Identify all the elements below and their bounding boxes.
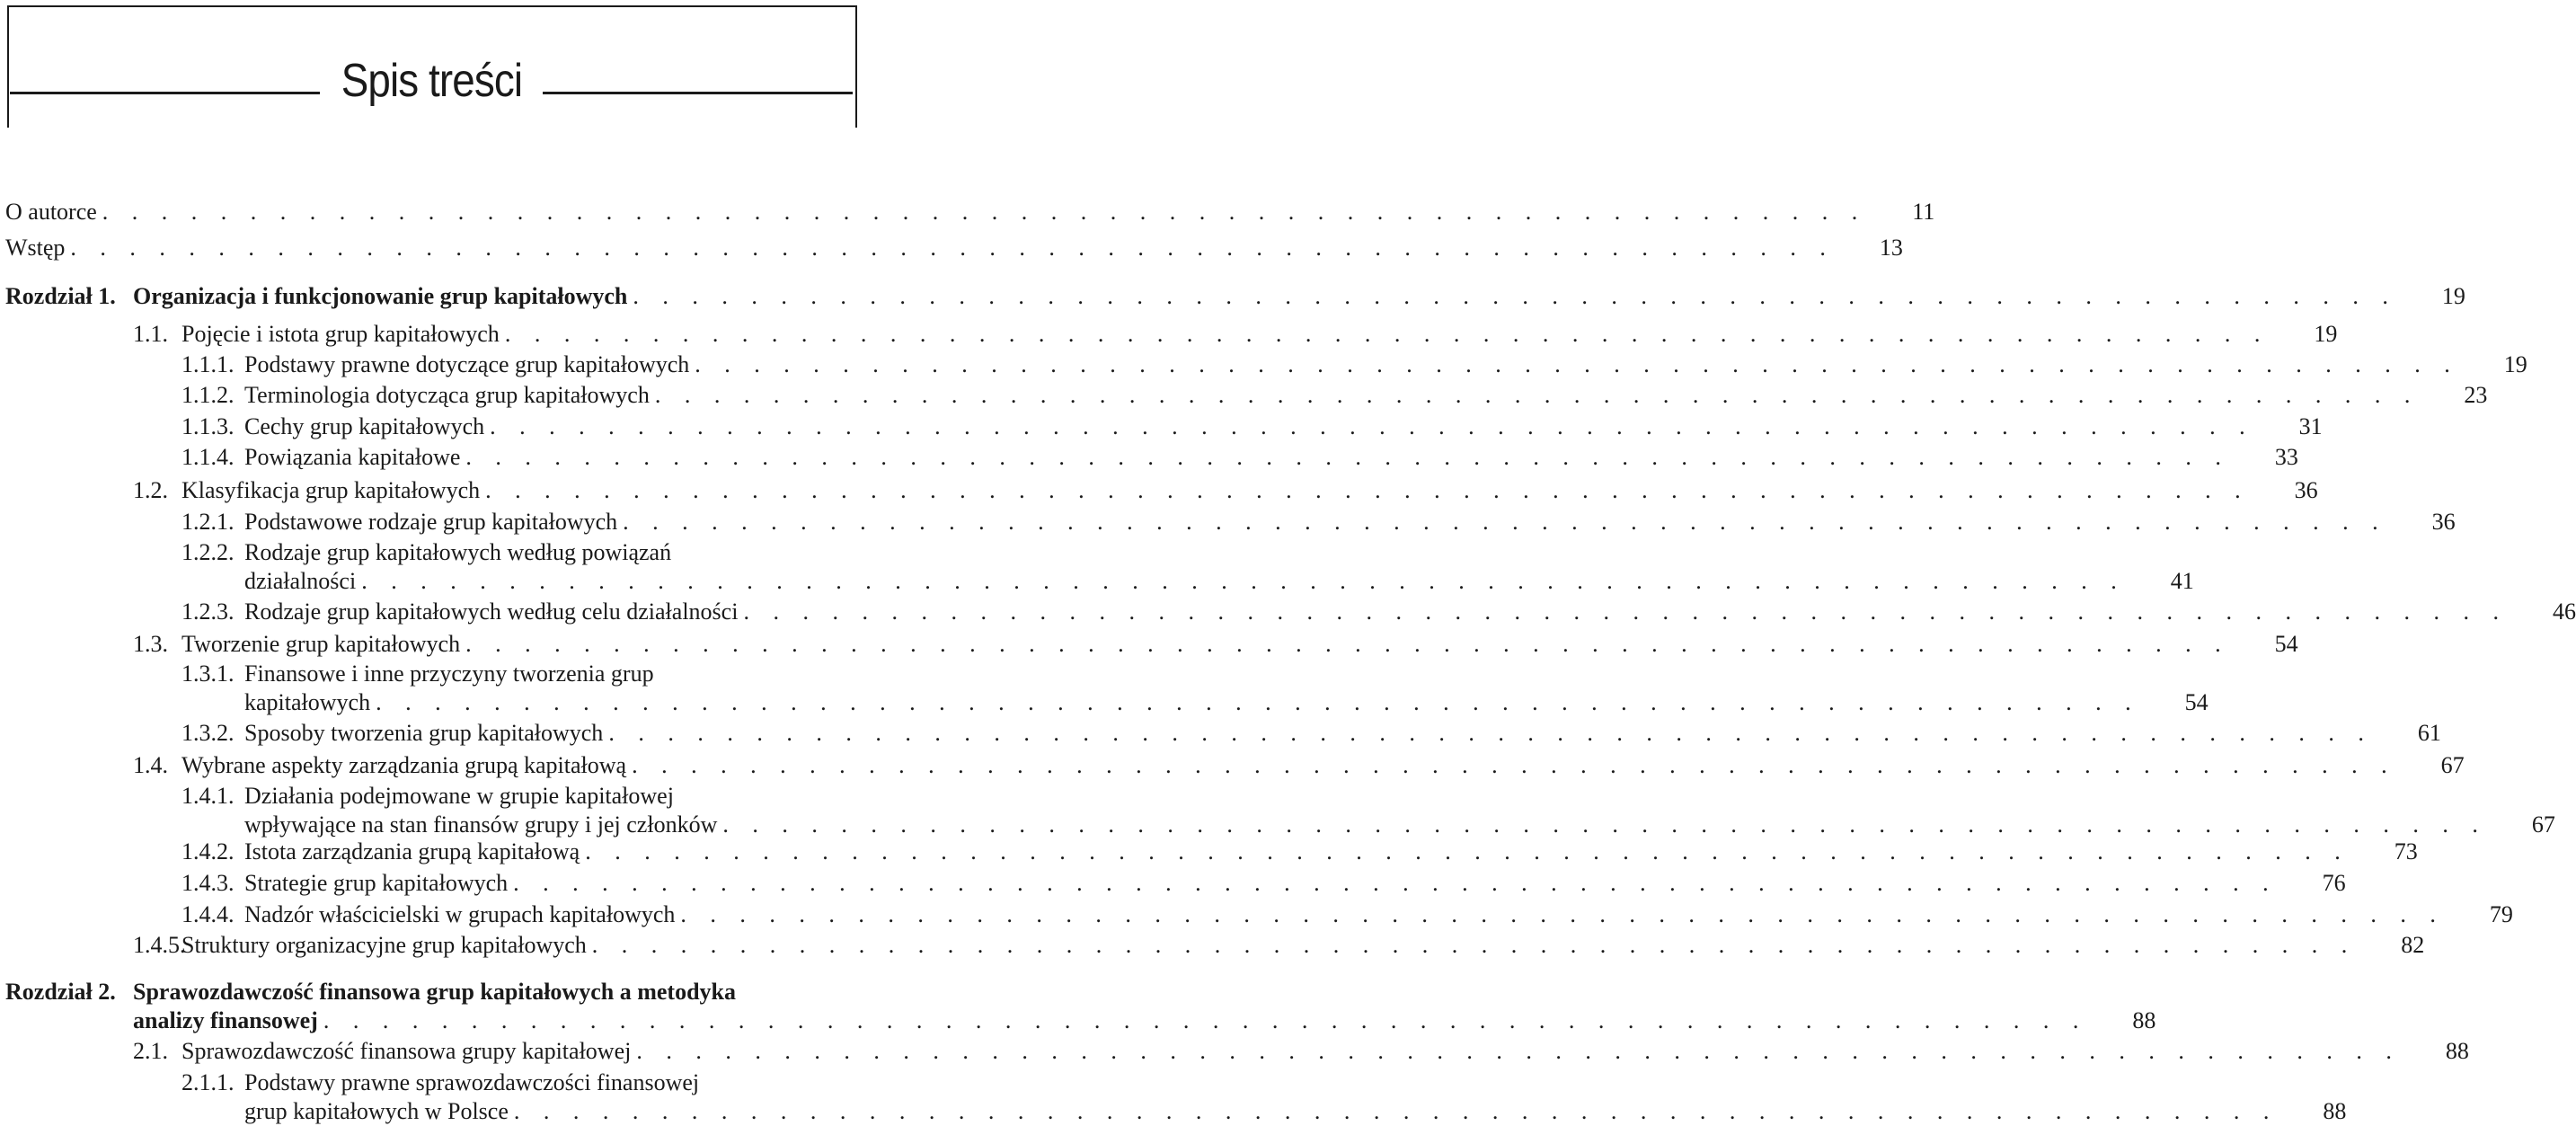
dot-leader: . . . . . . . . . . . . . . . . . . . . . . . . . . . . . . . . . . . . . . . . . . . . . . . . . . . . . . . . . . . . bbox=[102, 199, 1867, 225]
dot-leader: . . . . . . . . . . . . . . . . . . . . . . . . . . . . . . . . . . . . . . . . . . . . . . . . . . . . . . . . . . . . bbox=[695, 351, 2459, 377]
toc-entry-page-number: 88 bbox=[2132, 1007, 2156, 1033]
toc-entry-number: 1.2. bbox=[133, 477, 168, 503]
toc-entry-title: Działania podejmowane w grupie kapitałowej bbox=[244, 783, 674, 809]
toc-entry-page-number: 11 bbox=[1912, 199, 1935, 225]
toc-entry[interactable] bbox=[181, 509, 2456, 536]
dot-leader: . . . . . . . . . . . . . . . . . . . . . . . . . . . . . . . . . . . . . . . . . . . . . . . . . . . . . . . . . . . . bbox=[465, 444, 2230, 470]
dot-leader: . . . . . . . . . . . . . . . . . . . . . . . . . . . . . . . . . . . . . . . . . . . . . . . . . . . . . . . . . . . . bbox=[513, 870, 2278, 896]
toc-entry-number: 1.3. bbox=[133, 631, 168, 657]
toc-entry[interactable] bbox=[133, 1038, 2469, 1065]
toc-entry-page-number: 36 bbox=[2431, 509, 2456, 535]
toc-entry-title: Finansowe i inne przyczyny tworzenia grup bbox=[244, 661, 654, 687]
toc-entry-number: 2.1. bbox=[133, 1038, 168, 1064]
toc-entry-title: Wybrane aspekty zarządzania grupą kapitałową bbox=[181, 752, 627, 778]
dot-leader: . . . . . . . . . . . . . . . . . . . . . . . . . . . . . . . . . . . . . . . . . . . . . . . . . . . . . . . . . . . . bbox=[680, 901, 2445, 927]
toc-entry[interactable] bbox=[181, 870, 2346, 897]
page-title: Spis treści bbox=[341, 55, 522, 107]
toc-entry-page-number: 13 bbox=[1879, 235, 1903, 261]
toc-entry-title-continued: działalności bbox=[244, 568, 357, 594]
toc-entry-title: Sprawozdawczość finansowa grup kapitałowych a metodyka bbox=[133, 979, 736, 1005]
dot-leader: . . . . . . . . . . . . . . . . . . . . . . . . . . . . . . . . . . . . . . . . . . . . . . . . . . . . . . . . . . . . bbox=[490, 413, 2254, 439]
toc-entry[interactable] bbox=[133, 477, 2318, 504]
dot-leader: . . . . . . . . . . . . . . . . . . . . . . . . . . . . . . . . . . . . . . . . . . . . . . . . . . . . . . . . . . . . bbox=[361, 568, 2126, 594]
toc-entry[interactable] bbox=[181, 351, 2527, 378]
toc-entry[interactable] bbox=[181, 1069, 2347, 1125]
toc-entry[interactable] bbox=[181, 901, 2513, 928]
toc-entry[interactable] bbox=[181, 444, 2298, 471]
toc-entry-title: Sposoby tworzenia grup kapitałowych bbox=[244, 720, 604, 746]
toc-entry[interactable] bbox=[181, 661, 2209, 716]
dot-leader: . . . . . . . . . . . . . . . . . . . . . . . . . . . . . . . . . . . . . . . . . . . . . . . . . . . . . . . . . . . . bbox=[591, 932, 2357, 958]
toc-entry-page-number: 88 bbox=[2323, 1098, 2347, 1124]
toc-entry-page-number: 33 bbox=[2274, 444, 2298, 470]
toc-entry-page-number: 67 bbox=[2531, 811, 2555, 838]
toc-entry[interactable] bbox=[133, 321, 2338, 348]
toc-entry-title: Cechy grup kapitałowych bbox=[244, 413, 485, 439]
toc-entry[interactable] bbox=[181, 413, 2323, 440]
dot-leader: . . . . . . . . . . . . . . . . . . . . . . . . . . . . . . . . . . . . . . . . . . . . . . . . . . . . . . . . . . . . bbox=[654, 382, 2420, 408]
toc-entry-page-number: 36 bbox=[2294, 477, 2318, 503]
toc-entry-title: Klasyfikacja grup kapitałowych bbox=[181, 477, 481, 503]
dot-leader: . . . . . . . . . . . . . . . . . . . . . . . . . . . . . . . . . . . . . . . . . . . . . . . . . . . . . . . . . . . . bbox=[513, 1098, 2279, 1124]
toc-entry-number: 1.1.3. bbox=[181, 413, 235, 439]
toc-entry[interactable] bbox=[181, 598, 2576, 625]
toc-entry-number: 1.4.1. bbox=[181, 783, 235, 809]
toc-entry-title: Tworzenie grup kapitałowych bbox=[181, 631, 461, 657]
toc-entry[interactable] bbox=[181, 720, 2441, 747]
dot-leader: . . . . . . . . . . . . . . . . . . . . . . . . . . . . . . . . . . . . . . . . . . . . . . . . . . . . . . . . . . . . bbox=[608, 720, 2373, 746]
dot-leader: . . . . . . . . . . . . . . . . . . . . . . . . . . . . . . . . . . . . . . . . . . . . . . . . . . . . . . . . . . . . bbox=[623, 509, 2387, 535]
toc-entry-number: 1.4.3. bbox=[181, 870, 235, 896]
toc-entry[interactable] bbox=[181, 783, 2555, 838]
toc-entry-title: O autorce bbox=[5, 199, 97, 225]
toc-entry-page-number: 31 bbox=[2298, 413, 2323, 439]
toc-entry-page-number: 23 bbox=[2464, 382, 2488, 408]
dot-leader: . . . . . . . . . . . . . . . . . . . . . . . . . . . . . . . . . . . . . . . . . . . . . . . . . . . . . . . . . . . . bbox=[485, 477, 2250, 503]
toc-entry[interactable] bbox=[133, 631, 2298, 658]
toc-entry-title: Podstawowe rodzaje grup kapitałowych bbox=[244, 509, 618, 535]
toc-entry-title: Struktury organizacyjne grup kapitałowych bbox=[181, 932, 587, 958]
toc-entry[interactable] bbox=[5, 283, 2465, 310]
toc-entry[interactable] bbox=[181, 382, 2488, 409]
toc-entry[interactable] bbox=[133, 752, 2465, 779]
toc-entry[interactable] bbox=[5, 235, 1903, 262]
toc-entry-title: Strategie grup kapitałowych bbox=[244, 870, 509, 896]
toc-entry-title: Pojęcie i istota grup kapitałowych bbox=[181, 321, 500, 347]
toc-entry-title: Rodzaje grup kapitałowych według celu działalności bbox=[244, 598, 739, 625]
toc-entry-page-number: 19 bbox=[2503, 351, 2527, 377]
toc-entry-page-number: 54 bbox=[2274, 631, 2298, 657]
toc-entry-number: 1.4.4. bbox=[181, 901, 235, 927]
toc-entry-page-number: 19 bbox=[2314, 321, 2338, 347]
dot-leader: . . . . . . . . . . . . . . . . . . . . . . . . . . . . . . . . . . . . . . . . . . . . . . . . . . . . . . . . . . . . bbox=[376, 689, 2140, 715]
dot-leader: . . . . . . . . . . . . . . . . . . . . . . . . . . . . . . . . . . . . . . . . . . . . . . . . . . . . . . . . . . . . bbox=[465, 631, 2230, 657]
toc-entry-number: Rozdział 2. bbox=[5, 979, 116, 1005]
toc-entry-number: 1.4.2. bbox=[181, 838, 235, 864]
dot-leader: . . . . . . . . . . . . . . . . . . . . . . . . . . . . . . . . . . . . . . . . . . . . . . . . . . . . . . . . . . . . bbox=[323, 1007, 2088, 1033]
toc-entry-title-continued: kapitałowych bbox=[244, 689, 371, 715]
toc-entry-page-number: 54 bbox=[2184, 689, 2209, 715]
toc-entry-title: Istota zarządzania grupą kapitałową bbox=[244, 838, 580, 864]
toc-entry-title: Sprawozdawczość finansowa grupy kapitałowej bbox=[181, 1038, 632, 1064]
toc-entry-page-number: 19 bbox=[2441, 283, 2465, 309]
title-row bbox=[0, 52, 863, 110]
toc-entry-title: Rodzaje grup kapitałowych według powiązań bbox=[244, 539, 672, 565]
toc-entry-page-number: 88 bbox=[2445, 1038, 2469, 1064]
dot-leader: . . . . . . . . . . . . . . . . . . . . . . . . . . . . . . . . . . . . . . . . . . . . . . . . . . . . . . . . . . . . bbox=[636, 1038, 2401, 1064]
toc-entry-number: 1.2.3. bbox=[181, 598, 235, 625]
toc-entry-page-number: 61 bbox=[2417, 720, 2441, 746]
toc-entry-title-continued: grup kapitałowych w Polsce bbox=[244, 1098, 509, 1124]
toc-entry-number: 1.1. bbox=[133, 321, 168, 347]
toc-entry-number: 2.1.1. bbox=[181, 1069, 235, 1095]
toc-entry-number: 1.1.1. bbox=[181, 351, 235, 377]
toc-entry-title-continued: wpływające na stan finansów grupy i jej członków bbox=[244, 811, 718, 838]
toc-entry-number: 1.2.2. bbox=[181, 539, 235, 565]
dot-leader: . . . . . . . . . . . . . . . . . . . . . . . . . . . . . . . . . . . . . . . . . . . . . . . . . . . . . . . . . . . . bbox=[504, 321, 2270, 347]
toc-entry-page-number: 73 bbox=[2394, 838, 2418, 864]
toc-entry-title: Terminologia dotycząca grup kapitałowych bbox=[244, 382, 650, 408]
toc-entry[interactable] bbox=[5, 199, 1935, 226]
dot-leader: . . . . . . . . . . . . . . . . . . . . . . . . . . . . . . . . . . . . . . . . . . . . . . . . . . . . . . . . . . . . bbox=[743, 598, 2508, 625]
title-rule-left bbox=[10, 92, 320, 94]
toc-entry-page-number: 76 bbox=[2322, 870, 2346, 896]
toc-entry-number: Rozdział 1. bbox=[5, 283, 116, 309]
toc-entry-title: Nadzór właścicielski w grupach kapitałowych bbox=[244, 901, 676, 927]
toc-entry-number: 1.3.2. bbox=[181, 720, 235, 746]
dot-leader: . . . . . . . . . . . . . . . . . . . . . . . . . . . . . . . . . . . . . . . . . . . . . . . . . . . . . . . . . . . . bbox=[633, 283, 2397, 309]
toc-entry[interactable] bbox=[133, 932, 2425, 959]
toc-entry-title: Organizacja i funkcjonowanie grup kapitałowych bbox=[133, 283, 628, 309]
toc-entry-title: Podstawy prawne dotyczące grup kapitałowych bbox=[244, 351, 690, 377]
dot-leader: . . . . . . . . . . . . . . . . . . . . . . . . . . . . . . . . . . . . . . . . . . . . . . . . . . . . . . . . . . . . bbox=[585, 838, 2350, 864]
toc-entry-title: Wstęp bbox=[5, 235, 66, 261]
toc-entry[interactable] bbox=[181, 838, 2418, 865]
toc-entry[interactable] bbox=[181, 539, 2194, 595]
toc-entry-number: 1.2.1. bbox=[181, 509, 235, 535]
toc-entry-title: Podstawy prawne sprawozdawczości finansowej bbox=[244, 1069, 700, 1095]
dot-leader: . . . . . . . . . . . . . . . . . . . . . . . . . . . . . . . . . . . . . . . . . . . . . . . . . . . . . . . . . . . . bbox=[70, 235, 1835, 261]
toc-entry-number: 1.1.4. bbox=[181, 444, 235, 470]
toc-entry-page-number: 46 bbox=[2552, 598, 2576, 625]
title-rule-right bbox=[543, 92, 853, 94]
toc-entry[interactable] bbox=[5, 979, 2156, 1034]
toc-entry-number: 1.3.1. bbox=[181, 661, 235, 687]
toc-entry-page-number: 79 bbox=[2489, 901, 2513, 927]
toc-entry-title-continued: analizy finansowej bbox=[133, 1007, 318, 1033]
toc-entry-title: Powiązania kapitałowe bbox=[244, 444, 461, 470]
toc-entry-page-number: 67 bbox=[2440, 752, 2465, 778]
toc-entry-number: 1.4. bbox=[133, 752, 168, 778]
dot-leader: . . . . . . . . . . . . . . . . . . . . . . . . . . . . . . . . . . . . . . . . . . . . . . . . . . . . . . . . . . . . bbox=[722, 811, 2487, 838]
toc-entry-number: 1.1.2. bbox=[181, 382, 235, 408]
toc-entry-page-number: 41 bbox=[2170, 568, 2194, 594]
toc-entry-number: 1.4.5. bbox=[133, 932, 186, 958]
dot-leader: . . . . . . . . . . . . . . . . . . . . . . . . . . . . . . . . . . . . . . . . . . . . . . . . . . . . . . . . . . . . bbox=[632, 752, 2396, 778]
toc-entry-page-number: 82 bbox=[2401, 932, 2425, 958]
